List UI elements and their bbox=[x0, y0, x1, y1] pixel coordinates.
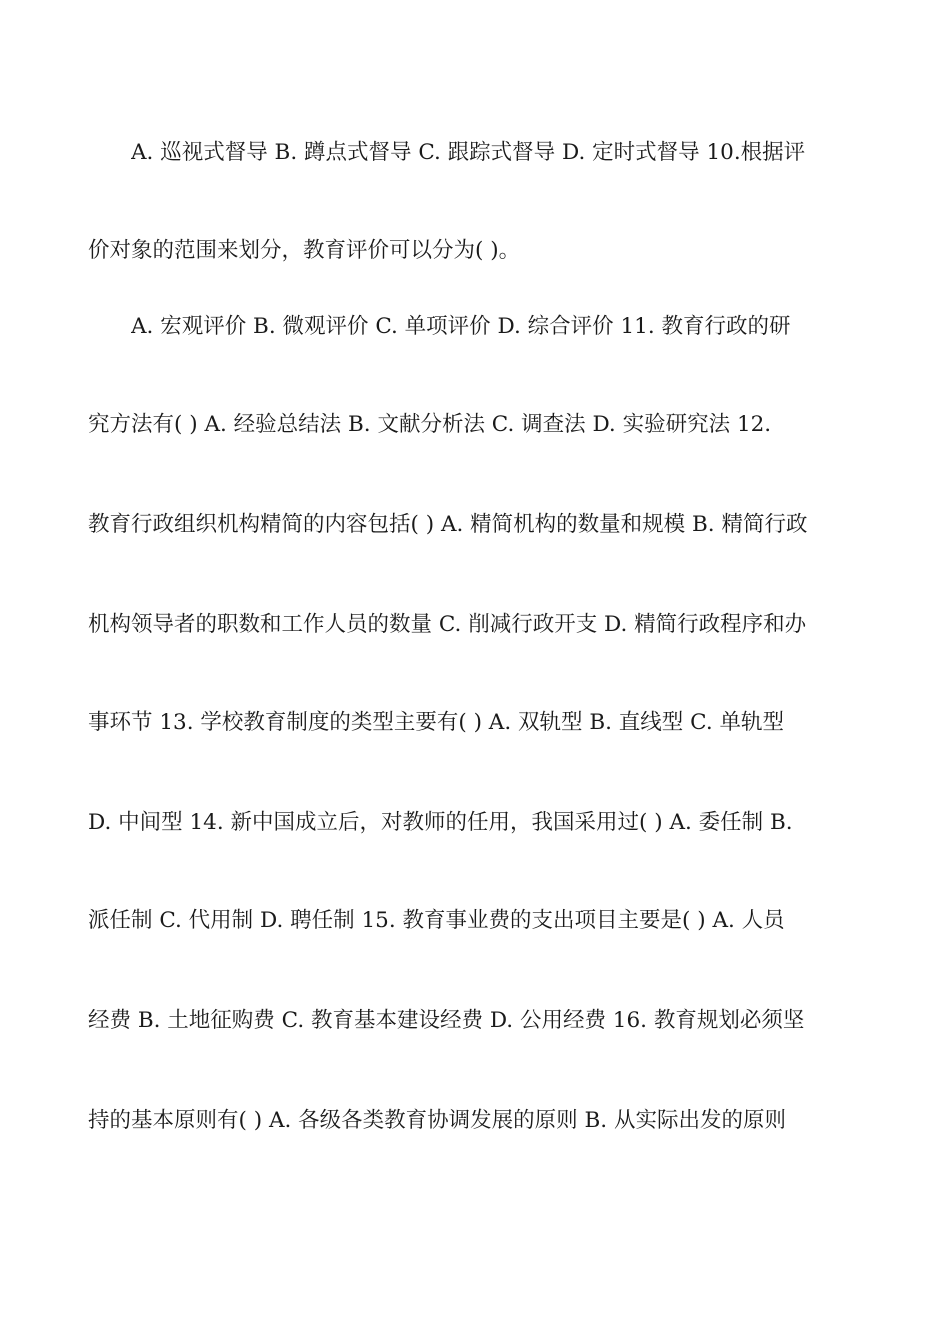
text-line: 究方法有( ) A. 经验总结法 B. 文献分析法 C. 调查法 D. 实验研究法 12. bbox=[88, 412, 772, 437]
text-line: 价对象的范围来划分，教育评价可以分为( )。 bbox=[88, 238, 521, 263]
text-line: 事环节 13. 学校教育制度的类型主要有( ) A. 双轨型 B. 直线型 C. 单轨型 bbox=[88, 710, 784, 735]
text-line: A. 宏观评价 B. 微观评价 C. 单项评价 D. 综合评价 11. 教育行政的研 bbox=[131, 314, 791, 339]
text-line: 教育行政组织机构精简的内容包括( ) A. 精简机构的数量和规模 B. 精简行政 bbox=[88, 512, 808, 537]
text-line: 经费 B. 土地征购费 C. 教育基本建设经费 D. 公用经费 16. 教育规划必须坚 bbox=[88, 1008, 805, 1033]
text-line: A. 巡视式督导 B. 蹲点式督导 C. 跟踪式督导 D. 定时式督导 10.根据评 bbox=[131, 140, 806, 165]
text-line: 派任制 C. 代用制 D. 聘任制 15. 教育事业费的支出项目主要是( ) A. 人员 bbox=[88, 908, 785, 933]
text-line: D. 中间型 14. 新中国成立后，对教师的任用，我国采用过( ) A. 委任制 B. bbox=[88, 810, 793, 835]
text-line: 机构领导者的职数和工作人员的数量 C. 削减行政开支 D. 精简行政程序和办 bbox=[88, 612, 807, 637]
text-line: 持的基本原则有( ) A. 各级各类教育协调发展的原则 B. 从实际出发的原则 bbox=[88, 1108, 786, 1133]
